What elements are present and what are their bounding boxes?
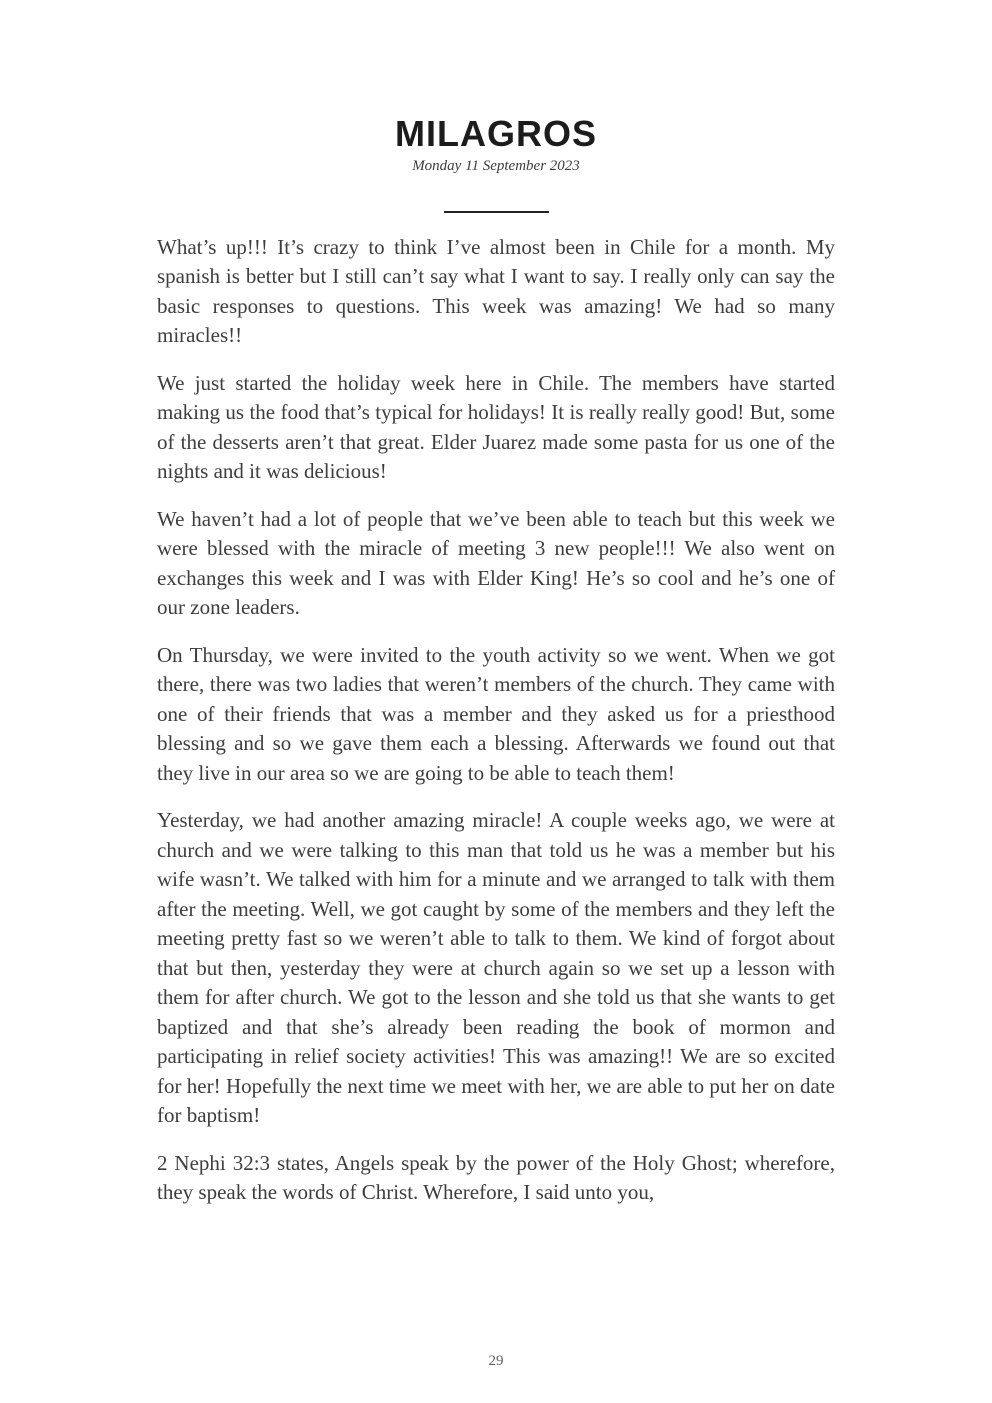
page-footer: [0, 1352, 992, 1370]
paragraph: 2 Nephi 32:3 states, Angels speak by the power of the Holy Ghost; wherefore, they speak the words of Christ. Wherefore, I said unto you,: [157, 1150, 835, 1205]
entry-body: [157, 233, 835, 1208]
page-title: MILAGROS: [395, 113, 597, 154]
paragraph: We haven’t had a lot of people that we’ve been able to teach but this week we were blessed with the miracle of meeting 3 new people!!! We also went on exchanges this week and I was with Elder King! He’s so cool and he’s one of our zone leaders.: [157, 506, 835, 620]
section-divider: [444, 211, 549, 213]
page-header: [0, 0, 992, 213]
paragraph: We just started the holiday week here in Chile. The members have started making us the food that’s typical for holidays! It is really really good! But, some of the desserts aren’t that great. Elder Juarez made some pasta for us one of the nights and it was delicious!: [157, 370, 835, 484]
page-number: 29: [488, 1353, 504, 1369]
paragraph: Yesterday, we had another amazing miracle! A couple weeks ago, we were at church and we were talking to this man that told us he was a member but his wife wasn’t. We talked with him for a minute and we arranged to talk with them after the meeting. Well, we got caught by some of the members and they left the meeting pretty fast so we weren’t able to talk to them. We kind of forgot about that but then, yesterday they were at church again so we set up a lesson with them for after church. We got to the lesson and she told us that she wants to get baptized and that she’s already been reading the book of mormon and participating in relief society activities! This was amazing!! We are so excited for her! Hopefully the next time we meet with her, we are able to put her on date for baptism!: [157, 808, 835, 1128]
entry-date: Monday 11 September 2023: [412, 157, 580, 174]
paragraph: What’s up!!! It’s crazy to think I’ve almost been in Chile for a month. My spanish is better but I still can’t say what I want to say. I really only can say the basic responses to questions. This week was amazing! We had so many miracles!!: [157, 234, 835, 348]
paragraph: On Thursday, we were invited to the youth activity so we went. When we got there, there was two ladies that weren’t members of the church. They came with one of their friends that was a member and they asked us for a priesthood blessing and so we gave them each a blessing. Afterwards we found out that they live in our area so we are going to be able to teach them!: [157, 642, 835, 785]
